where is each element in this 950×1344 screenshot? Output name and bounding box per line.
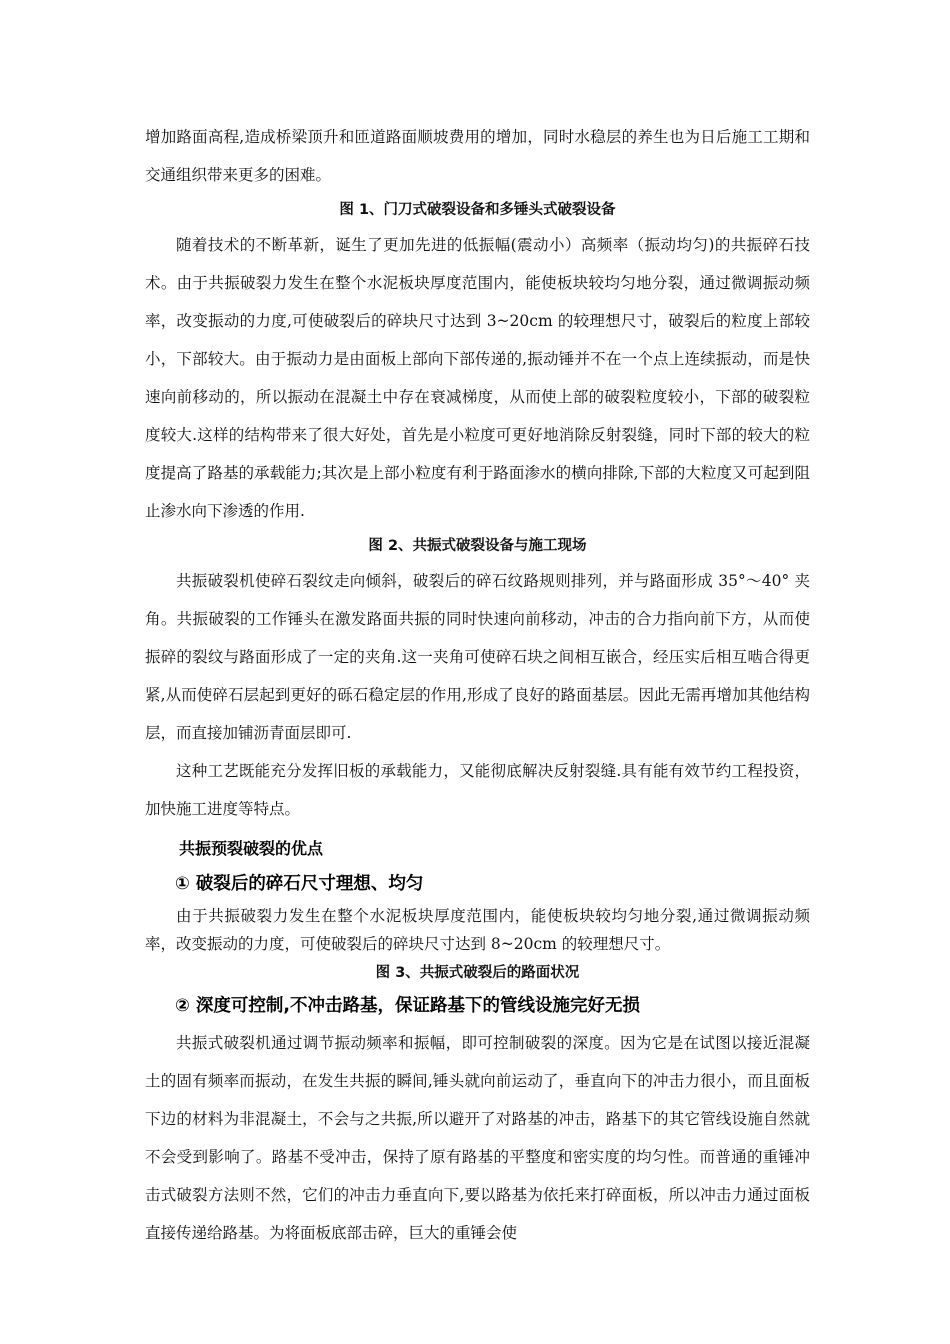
process-paragraph: 这种工艺既能充分发挥旧板的承载能力，又能彻底解决反射裂缝.具有能有效节约工程投资，加快施工进度等特点。 xyxy=(145,762,810,818)
subsection-1-paragraph: 由于共振破裂力发生在整个水泥板块厚度范围内，能使板块较均匀地分裂,通过微调振动频率，改变振动的力度，可使破裂后的碎块尺寸达到 8~20cm 的较理想尺寸。 xyxy=(145,907,810,953)
figure-3-caption: 图 3、共振式破裂后的路面状况 xyxy=(375,965,580,981)
subheading-2: ② 深度可控制,不冲击路基，保证路基下的管线设施完好无损 xyxy=(175,996,641,1016)
section-heading: 共振预裂破裂的优点 xyxy=(179,839,324,858)
angle-paragraph: 共振破裂机使碎石裂纹走向倾斜，破裂后的碎石纹路规则排列，并与路面形成 35°～40° 夹角。共振破裂的工作锤头在激发路面共振的同时快速向前移动，冲击的合力指向前下方，从而使振碎的裂纹与路面形成了一定的夹角.这一夹角可使碎石块之间相互嵌合，经压实后相互啮合得更紧,从而使碎石层起到更好的砾石稳定层的作用,形成了良好的路面基层。因此无需再增加其他结构层，而直接加铺沥青面层即可. xyxy=(145,572,810,742)
figure-2-caption: 图 2、共振式破裂设备与施工现场 xyxy=(368,538,587,554)
resonance-paragraph: 随着技术的不断革新，诞生了更加先进的低振幅(震动小）高频率（振动均匀)的共振碎石技术。由于共振破裂力发生在整个水泥板块厚度范围内，能使板块较均匀地分裂，通过微调振动频率，改变振动的力度,可使破裂后的碎块尺寸达到 3~20cm 的较理想尺寸，破裂后的粒度上部较小，下部较大。由于振动力是由面板上部向下部传递的,振动锤并不在一个点上连续振动，而是快速向前移动的，所以振动在混凝土中存在衰减梯度，从而使上部的破裂粒度较小，下部的破裂粒度较大.这样的结构带来了很大好处，首先是小粒度可更好地消除反射裂缝，同时下部的较大的粒度提高了路基的承载能力;其次是上部小粒度有利于路面渗水的横向排除,下部的大粒度又可起到阻止渗水向下渗透的作用. xyxy=(145,236,810,520)
subsection-2-paragraph: 共振式破裂机通过调节振动频率和振幅，即可控制破裂的深度。因为它是在试图以接近混凝土的固有频率而振动，在发生共振的瞬间,锤头就向前运动了，垂直向下的冲击力很小，而且面板下边的材料为非混凝土，不会与之共振,所以避开了对路基的冲击，路基下的其它管线设施自然就不会受到影响了。路基不受冲击，保持了原有路基的平整度和密实度的均匀性。而普通的重锤冲击式破裂方法则不然，它们的冲击力垂直向下,要以路基为依托来打碎面板，所以冲击力通过面板直接传递给路基。为将面板底部击碎，巨大的重锤会使 xyxy=(145,1034,810,1242)
subheading-1: ① 破裂后的碎石尺寸理想、均匀 xyxy=(175,874,424,894)
figure-1-caption: 图 1、门刀式破裂设备和多锤头式破裂设备 xyxy=(339,202,616,218)
intro-paragraph: 增加路面高程,造成桥梁顶升和匝道路面顺坡费用的增加，同时水稳层的养生也为日后施工工期和交通组织带来更多的困难。 xyxy=(145,128,810,184)
